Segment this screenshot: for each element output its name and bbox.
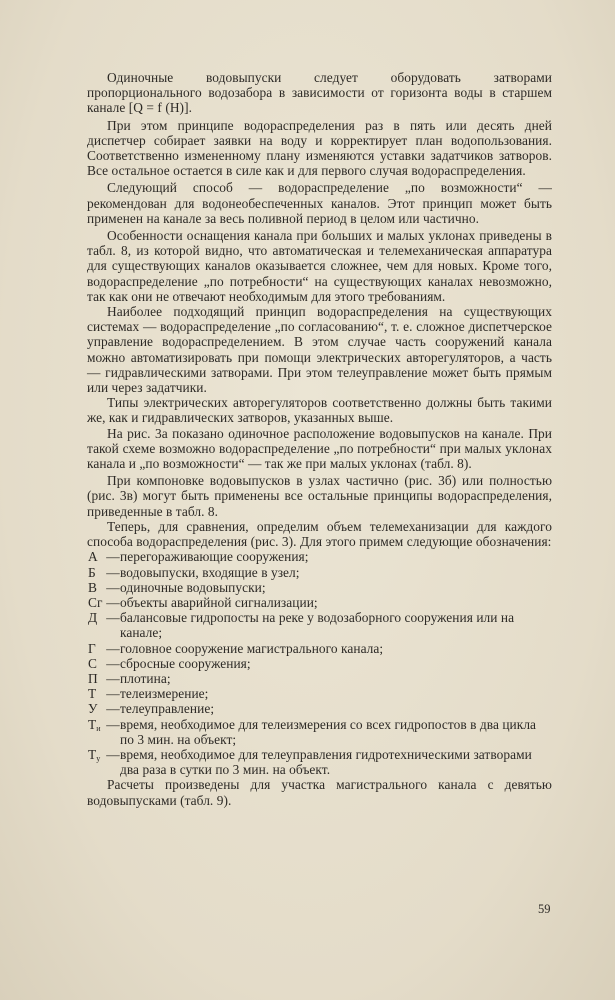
definition-symbol-sub: у (96, 753, 101, 763)
definition-symbol: П (88, 670, 98, 686)
definition-text: сбросные сооружения; (120, 655, 251, 671)
definition-text: плотина; (120, 670, 171, 686)
definition-dash: — (106, 716, 120, 732)
definition-symbol: Д (88, 610, 98, 626)
definition-dash: — (106, 670, 120, 686)
definition-symbol-base: Т (88, 716, 97, 732)
definition-item (87, 671, 552, 686)
definition-item (87, 549, 552, 564)
definition-item (87, 641, 552, 656)
definition-symbol: Т (88, 686, 97, 702)
definition-dash: — (106, 610, 120, 626)
paragraph-1: Одиночные водовыпуски следует оборудовать затворами пропорционального водозабора в зависимости от горизонта воды в старшем канале [Q = f (H)]. (87, 70, 552, 116)
paragraph-4: Особенности оснащения канала при больших и малых уклонах приведены в табл. 8, из которой видно, что автоматическая и телемеханическая аппаратура для существующих каналов оказывается сложнее, чем для новых. Кроме того, водораспределение „по потребности“ на существующих каналах невозможно, так как они не отвечают необходимым для этого требованиям. (87, 228, 552, 304)
definition-text: балансовые гидропосты на реке у водозаборного сооружения или на канале; (120, 610, 515, 641)
paragraph-6: Типы электрических авторегуляторов соответственно должны быть такими же, как и гидравлических затворов, указанных выше. (87, 395, 552, 426)
definition-symbol: В (88, 579, 97, 595)
definition-dash: — (106, 746, 120, 762)
definition-text: головное сооружение магистрального канала; (120, 640, 384, 656)
definition-text: одиночные водовыпуски; (120, 579, 266, 595)
definition-text: перегораживающие сооружения; (120, 549, 309, 565)
definition-item (87, 686, 552, 701)
page-number: 59 (538, 902, 551, 916)
definition-dash: — (106, 549, 120, 565)
definition-item (87, 565, 552, 580)
definition-dash: — (106, 640, 120, 656)
paragraph-5: Наиболее подходящий принцип водораспределения на существующих системах — водораспределение „по согласованию“, т. е. сложное диспетчерское управление водораспределением. В этом случае часть сооружений канала можно автоматизировать при помощи электрических авторегуляторов, а часть — гидравлическими затворами. При этом телеуправление может быть прямым или через задатчики. (87, 304, 552, 396)
definition-dash: — (106, 564, 120, 580)
definition-item (87, 747, 552, 777)
definition-item (87, 717, 552, 747)
definition-symbol (87, 717, 106, 747)
definition-item (87, 595, 552, 610)
definition-text: телеизмерение; (120, 686, 209, 702)
body-text (87, 70, 552, 808)
definition-symbol (87, 747, 106, 777)
definition-symbol: Г (88, 640, 96, 656)
definition-item (87, 580, 552, 595)
definition-symbol: С (88, 655, 97, 671)
definition-dash: — (106, 686, 120, 702)
closing-paragraph: Расчеты произведены для участка магистрального канала с девятью водовыпусками (табл. 9). (87, 777, 552, 808)
paragraph-3: Следующий способ — водораспределение „по возможности“ — рекомендован для водонеобеспеченных каналов. Этот принцип может быть применен на канале за весь поливной период в целом или частично. (87, 180, 552, 226)
paragraph-2: При этом принципе водораспределения раз в пять или десять дней диспетчер собирает заявки на воду и корректирует план водопользования. Соответственно измененному плану изменяются уставки задатчиков затворов. Все остальное остается в силе как и для первого случая водораспределения. (87, 117, 552, 179)
definition-symbol-base: Т (88, 746, 97, 762)
paragraph-8: При компоновке водовыпусков в узлах частично (рис. 3б) или полностью (рис. 3в) могут быть применены все остальные принципы водораспределения, приведенные в табл. 8. (87, 473, 552, 519)
definition-symbol: Б (88, 564, 96, 580)
definition-item (87, 610, 552, 640)
definition-symbol: У (88, 701, 98, 717)
definition-dash: — (106, 655, 120, 671)
definition-text: телеуправление; (120, 701, 215, 717)
definition-symbol-sub: и (96, 723, 101, 733)
definition-text: объекты аварийной сигнализации; (120, 594, 318, 610)
definition-symbol: Сг (88, 594, 103, 610)
paragraph-7: На рис. 3а показано одиночное расположение водовыпусков на канале. При такой схеме возможно водораспределение „по потребности“ при малых уклонах канала и „по возможности“ — так же при малых уклонах (табл. 8). (87, 425, 552, 472)
definitions-list (87, 549, 552, 777)
definition-symbol: А (88, 549, 98, 565)
definition-dash: — (106, 701, 120, 717)
definition-dash: — (106, 594, 120, 610)
definition-item (87, 701, 552, 716)
definition-text: время, необходимое для телеуправления гидротехническими затворами два раза в сутки по 3 мин. на объект. (120, 746, 532, 778)
definition-text: время, необходимое для телеизмерения со всех гидропостов в два цикла по 3 мин. на объект; (120, 716, 537, 747)
definition-item (87, 656, 552, 671)
paragraph-9: Теперь, для сравнения, определим объем телемеханизации для каждого способа водораспределения (рис. 3). Для этого примем следующие обозначения: (87, 518, 552, 550)
definition-text: водовыпуски, входящие в узел; (120, 564, 300, 580)
definition-dash: — (106, 579, 120, 595)
